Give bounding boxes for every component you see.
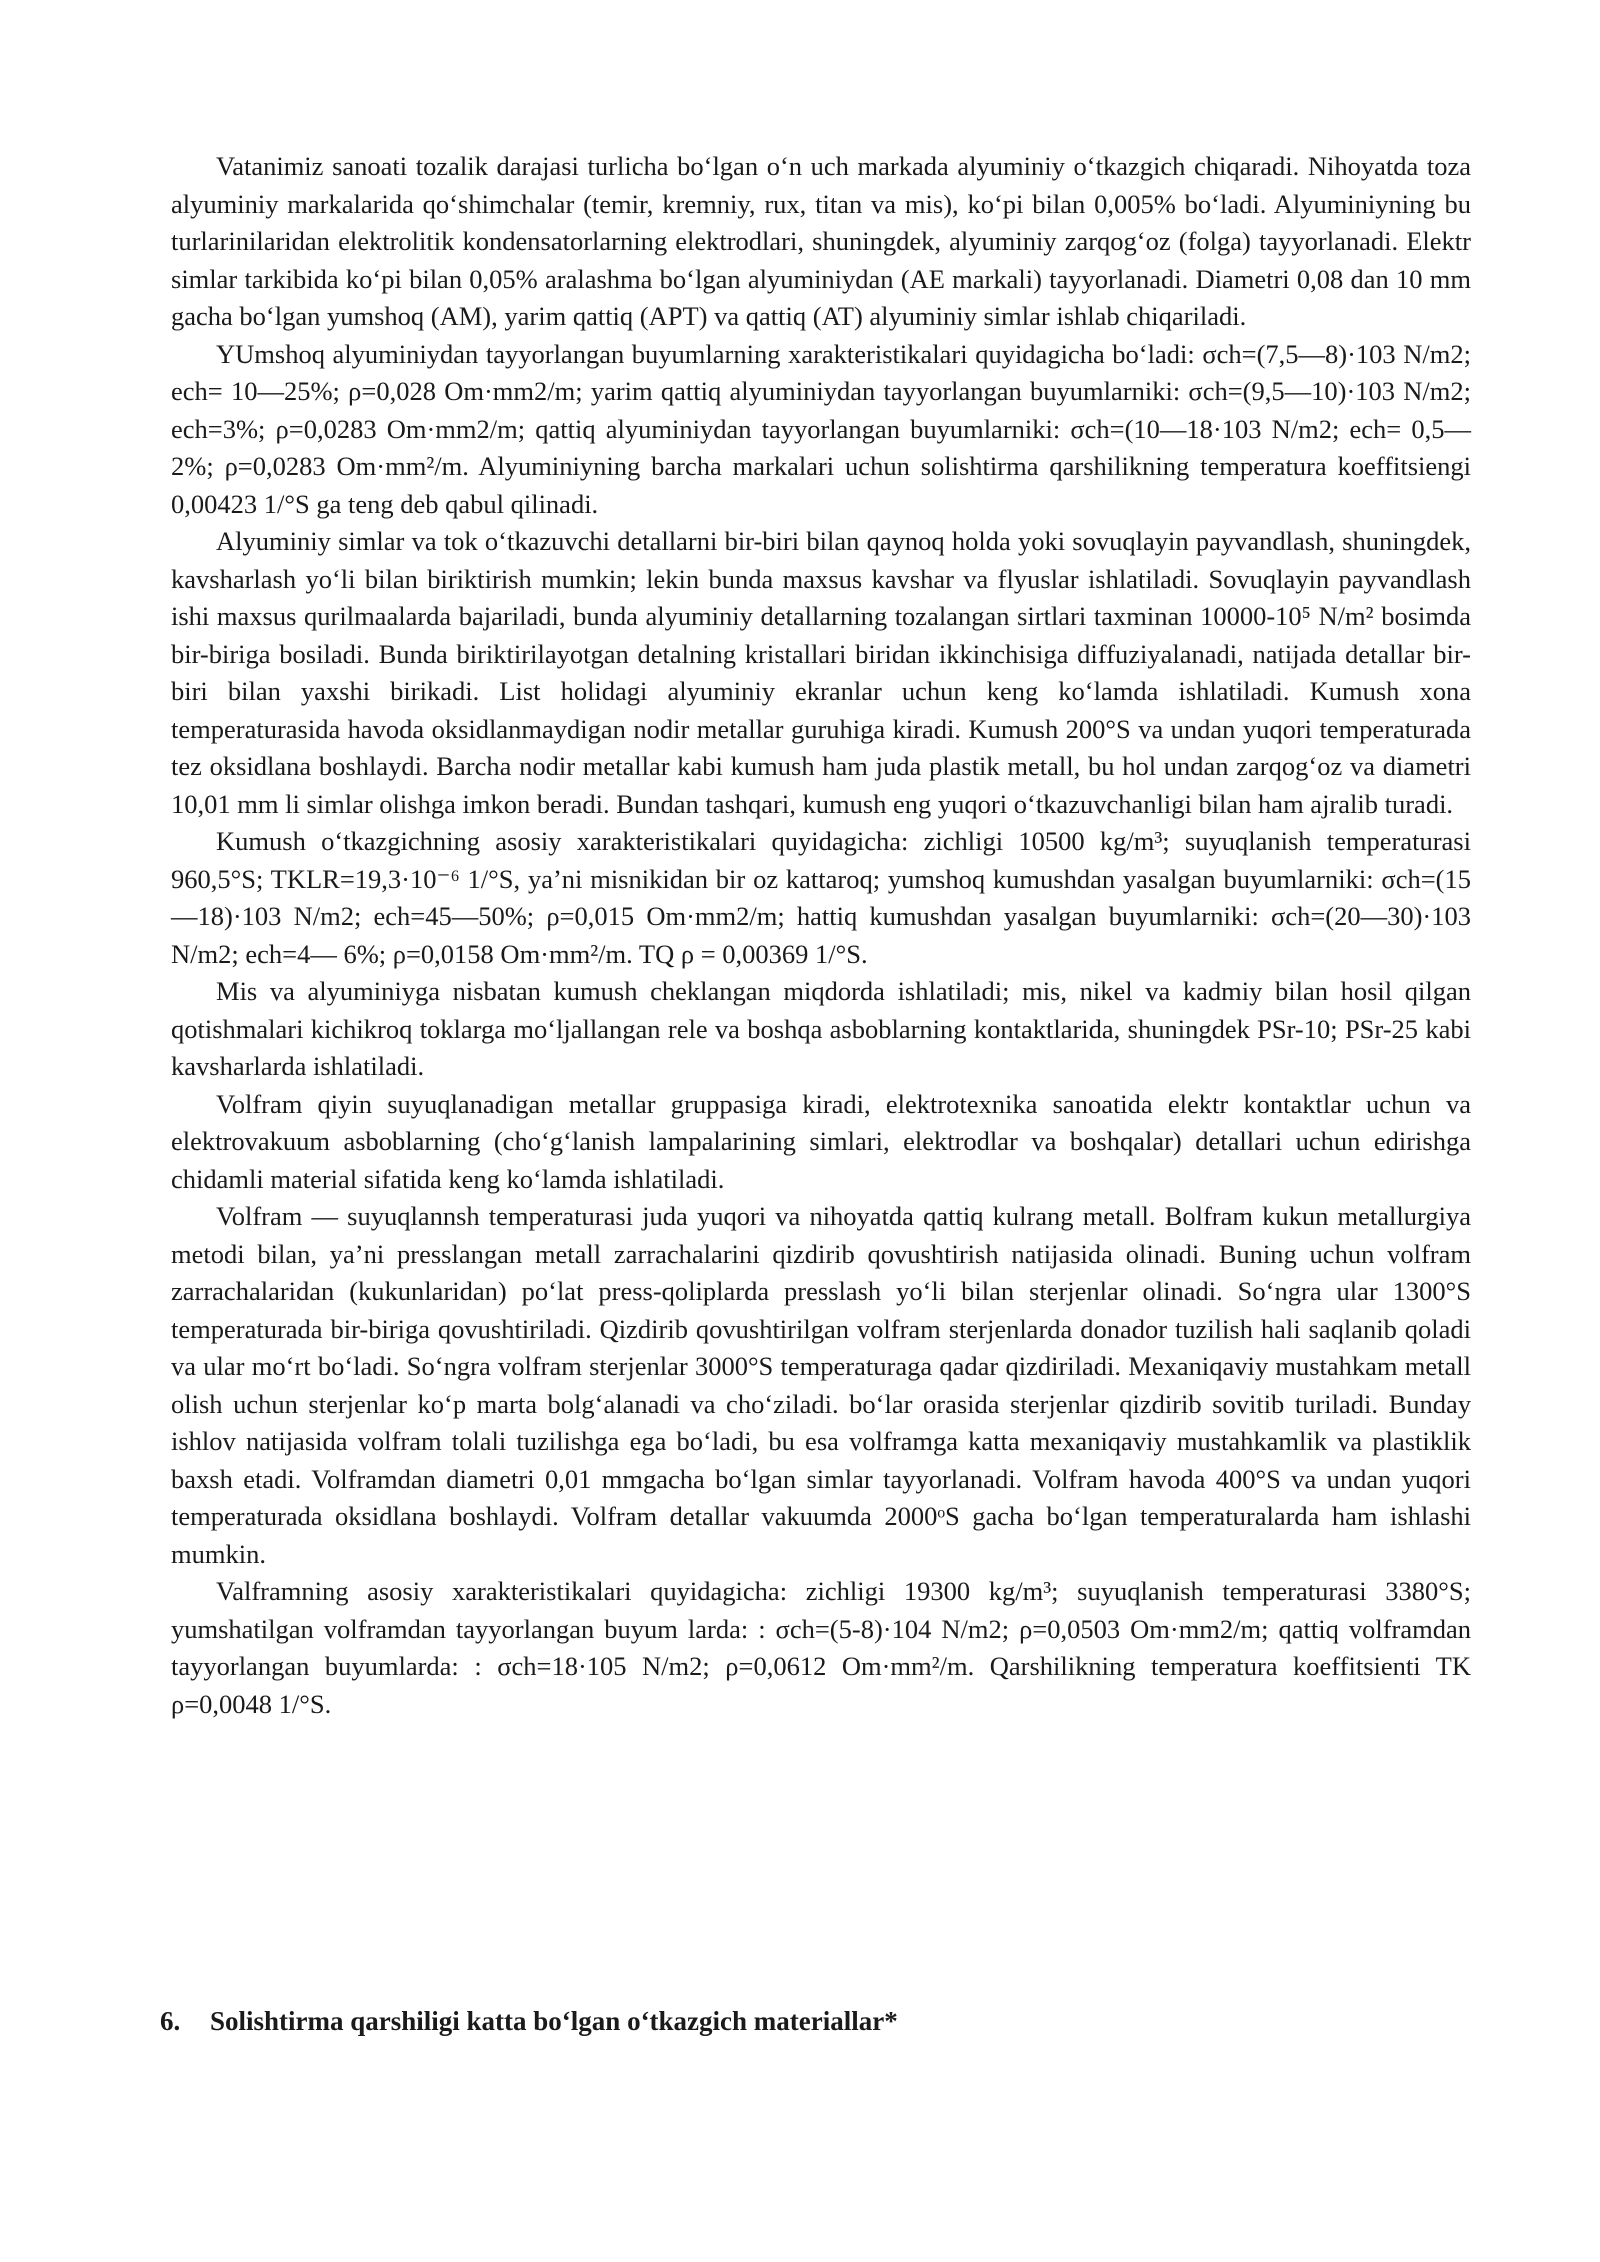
document-body (171, 148, 1471, 1723)
paragraph-tungsten-properties: Valframning asosiy xarakteristikalari quyidagicha: zichligi 19300 kg/m³; suyuqlanish temperaturasi 3380°S; yumshatilgan volframdan tayyorlangan buyum larda: : σch=(5-8)·104 N/m2; ρ=0,0503 Om·mm2/m; qattiq volframdan tayyorlangan buyumlarda: : σch=18·105 N/m2; ρ=0,0612 Om·mm²/m. Qarshilikning temperatura koeffitsienti TK ρ=0,0048 1/°S. (171, 1576, 1471, 1719)
paragraph-aluminium-welding-silver: Alyuminiy simlar va tok o‘tkazuvchi detallarni bir-biri bilan qaynoq holda yoki sovuqlayin payvandlash, shuningdek, kavsharlash yo‘li bilan biriktirish mumkin; lekin bunda maxsus kavshar va flyuslar ishlatiladi. Sovuqlayin payvandlash ishi maxsus qurilmaalarda bajariladi, bunda alyuminiy detallarning tozalangan sirtlari taxminan 10000-10⁵ N/m² bosimda bir-biriga bosiladi. Bunda biriktirilayotgan detalning kristallari biridan ikkinchisiga diffuziyalanadi, natijada detallar bir- biri bilan yaxshi birikadi. List holidagi alyuminiy ekranlar uchun keng ko‘lamda ishlatiladi. Kumush xona temperaturasida havoda oksidlanmaydigan nodir metallar guruhiga kiradi. Kumush 200°S va undan yuqori temperaturada tez oksidlana boshlaydi. Barcha nodir metallar kabi kumush ham juda plastik metall, bu hol undan zarqog‘oz va diametri 10,01 mm li simlar olishga imkon beradi. Bundan tashqari, kumush eng yuqori o‘tkazuvchanligi bilan ham ajralib turadi. (171, 526, 1471, 819)
paragraph-tungsten-intro: Volfram qiyin suyuqlanadigan metallar gruppasiga kiradi, elektrotexnika sanoatida elektr kontaktlar uchun va elektrovakuum asboblarning (cho‘g‘lanish lampalarining simlari, elektrodlar va boshqalar) detallari uchun edirishga chidamli material sifatida keng ko‘lamda ishlatiladi. (171, 1088, 1471, 1194)
paragraph-silver-properties: Kumush o‘tkazgichning asosiy xarakteristikalari quyidagicha: zichligi 10500 kg/m³; suyuqlanish temperaturasi 960,5°S; TKLR=19,3·10⁻⁶ 1/°S, ya’ni misnikidan bir oz kattaroq; yumshoq kumushdan yasalgan buyumlarniki: σch=(15—18)·103 N/m2; ech=45—50%; ρ=0,015 Om·mm2/m; hattiq kumushdan yasalgan buyumlarniki: σch=(20—30)·103 N/m2; ech=4— 6%; ρ=0,0158 Om·mm²/m. TQ ρ = 0,00369 1/°S. (171, 826, 1471, 969)
paragraph-tungsten-production: Volfram — suyuqlannsh temperaturasi juda yuqori va nihoyatda qattiq kulrang metall. Bolfram kukun metallurgiya metodi bilan, ya’ni presslangan metall zarrachalarini qizdirib qovushtirish natijasida olinadi. Buning uchun volfram zarrachalaridan (kukunlaridan) po‘lat press-qoliplarda presslash yo‘li bilan sterjenlar olinadi. So‘ngra ular 1300°S temperaturada bir-biriga qovushtiriladi. Qizdirib qovushtirilgan volfram sterjenlarda donador tuzilish hali saqlanib qoladi va ular mo‘rt bo‘ladi. So‘ngra volfram sterjenlar 3000°S temperaturaga qadar qizdiriladi. Mexaniqaviy mustahkam metall olish uchun sterjenlar ko‘p marta bolg‘alanadi va cho‘ziladi. bo‘lar orasida sterjenlar qizdirib sovitib turiladi. Bunday ishlov natijasida volfram tolali tuzilishga ega bo‘ladi, bu esa volframga katta mexaniqaviy mustahkamlik va plastiklik baxsh etadi. Volframdan diametri 0,01 mmgacha bo‘lgan simlar tayyorlanadi. Volfram havoda 400°S va undan yuqori temperaturada oksidlana boshlaydi. Volfram detallar vakuumda 2000ᵒS gacha bo‘lgan temperaturalarda ham ishlashi mumkin. (171, 1201, 1471, 1569)
paragraph-aluminium-properties: YUmshoq alyuminiydan tayyorlangan buyumlarning xarakteristikalari quyidagicha bo‘ladi: σch=(7,5—8)·103 N/m2; ech= 10—25%; ρ=0,028 Om·mm2/m; yarim qattiq alyuminiydan tayyorlangan buyumlarniki: σch=(9,5—10)·103 N/m2; ech=3%; ρ=0,0283 Om·mm2/m; qattiq alyuminiydan tayyorlangan buyumlarniki: σch=(10—18·103 N/m2; ech= 0,5— 2%; ρ=0,0283 Om·mm²/m. Alyuminiyning barcha markalari uchun solishtirma qarshilikning temperatura koeffitsiengi 0,00423 1/°S ga teng deb qabul qilinadi. (171, 338, 1471, 519)
section-number: 6. (160, 2006, 181, 2036)
section-title: Solishtirma qarshiligi katta bo‘lgan o‘tkazgich materiallar* (210, 2006, 898, 2036)
section-heading (160, 2006, 898, 2037)
paragraph-silver-usage: Mis va alyuminiyga nisbatan kumush cheklangan miqdorda ishlatiladi; mis, nikel va kadmiy bilan hosil qilgan qotishmalari kichikroq toklarga mo‘ljallangan rele va boshqa asboblarning kontaktlarida, shuningdek PSr-10; PSr-25 kabi kavsharlarda ishlatiladi. (171, 976, 1471, 1081)
paragraph-aluminium-grades: Vatanimiz sanoati tozalik darajasi turlicha bo‘lgan o‘n uch markada alyuminiy o‘tkazgich chiqaradi. Nihoyatda toza alyuminiy markalarida qo‘shimchalar (temir, kremniy, rux, titan va mis), ko‘pi bilan 0,005% bo‘ladi. Alyuminiyning bu turlarinilaridan elektrolitik kondensatorlarning elektrodlari, shuningdek, alyuminiy zarqog‘oz (folga) tayyorlanadi. Elektr simlar tarkibida ko‘pi bilan 0,05% aralashma bo‘lgan alyuminiydan (AE markali) tayyorlanadi. Diametri 0,08 dan 10 mm gacha bo‘lgan yumshoq (AM), yarim qattiq (APT) va qattiq (AT) alyuminiy simlar ishlab chiqariladi. (171, 151, 1471, 331)
